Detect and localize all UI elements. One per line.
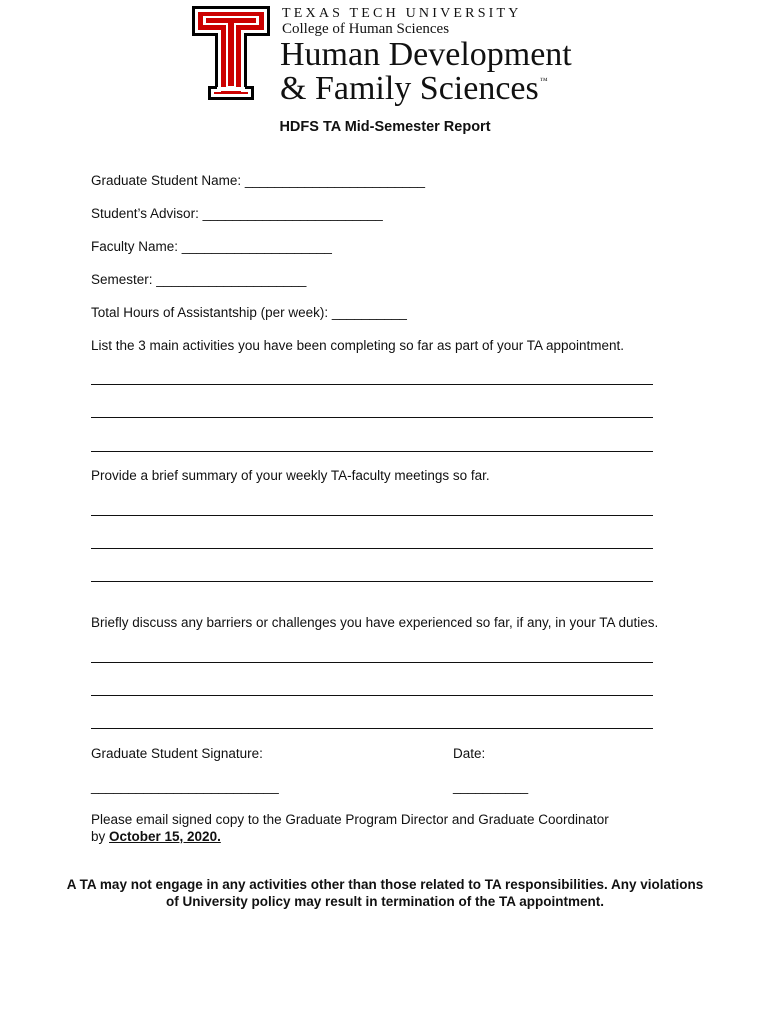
signature-label: Graduate Student Signature: — [91, 746, 263, 761]
deadline-date: October 15, 2020. — [109, 829, 221, 844]
answer-line[interactable] — [91, 548, 653, 549]
email-instruction: Please email signed copy to the Graduate Program Director and Graduate Coordinator — [91, 812, 609, 827]
policy-notice: A TA may not engage in any activities other than those related to TA responsibilities. Any violations of University policy may result in termination of the TA appointment. — [66, 877, 704, 909]
department-name-line1: Human Development — [280, 36, 572, 73]
barriers-question: Briefly discuss any barriers or challenges you have experienced so far, if any, in your TA duties. — [91, 615, 659, 630]
student-name-field[interactable]: Graduate Student Name: ________________________ — [91, 173, 426, 188]
semester-field[interactable]: Semester: ____________________ — [91, 272, 307, 287]
answer-line[interactable] — [91, 384, 653, 385]
email-deadline-line: by October 15, 2020. — [91, 829, 221, 844]
meetings-question: Provide a brief summary of your weekly TA-faculty meetings so far. — [91, 468, 490, 483]
answer-line[interactable] — [91, 728, 653, 729]
faculty-name-field[interactable]: Faculty Name: ____________________ — [91, 239, 332, 254]
hours-field[interactable]: Total Hours of Assistantship (per week): __________ — [91, 305, 407, 320]
university-name: TEXAS TECH UNIVERSITY — [282, 6, 522, 21]
answer-line[interactable] — [91, 581, 653, 582]
answer-line[interactable] — [91, 417, 653, 418]
date-label: Date: — [453, 746, 486, 761]
date-line[interactable]: __________ — [453, 779, 529, 794]
signature-line[interactable]: _________________________ — [91, 779, 279, 794]
answer-line[interactable] — [91, 695, 653, 696]
answer-line[interactable] — [91, 515, 653, 516]
page-title: HDFS TA Mid-Semester Report — [279, 119, 491, 135]
double-t-logo-icon — [192, 6, 270, 100]
answer-line[interactable] — [91, 451, 653, 452]
college-name: College of Human Sciences — [282, 21, 450, 37]
department-name-line2: & Family Sciences™ — [280, 70, 548, 107]
answer-line[interactable] — [91, 662, 653, 663]
advisor-field[interactable]: Student’s Advisor: ________________________ — [91, 206, 383, 221]
trademark-mark: ™ — [539, 76, 548, 85]
activities-question: List the 3 main activities you have been completing so far as part of your TA appointment. — [91, 338, 625, 353]
